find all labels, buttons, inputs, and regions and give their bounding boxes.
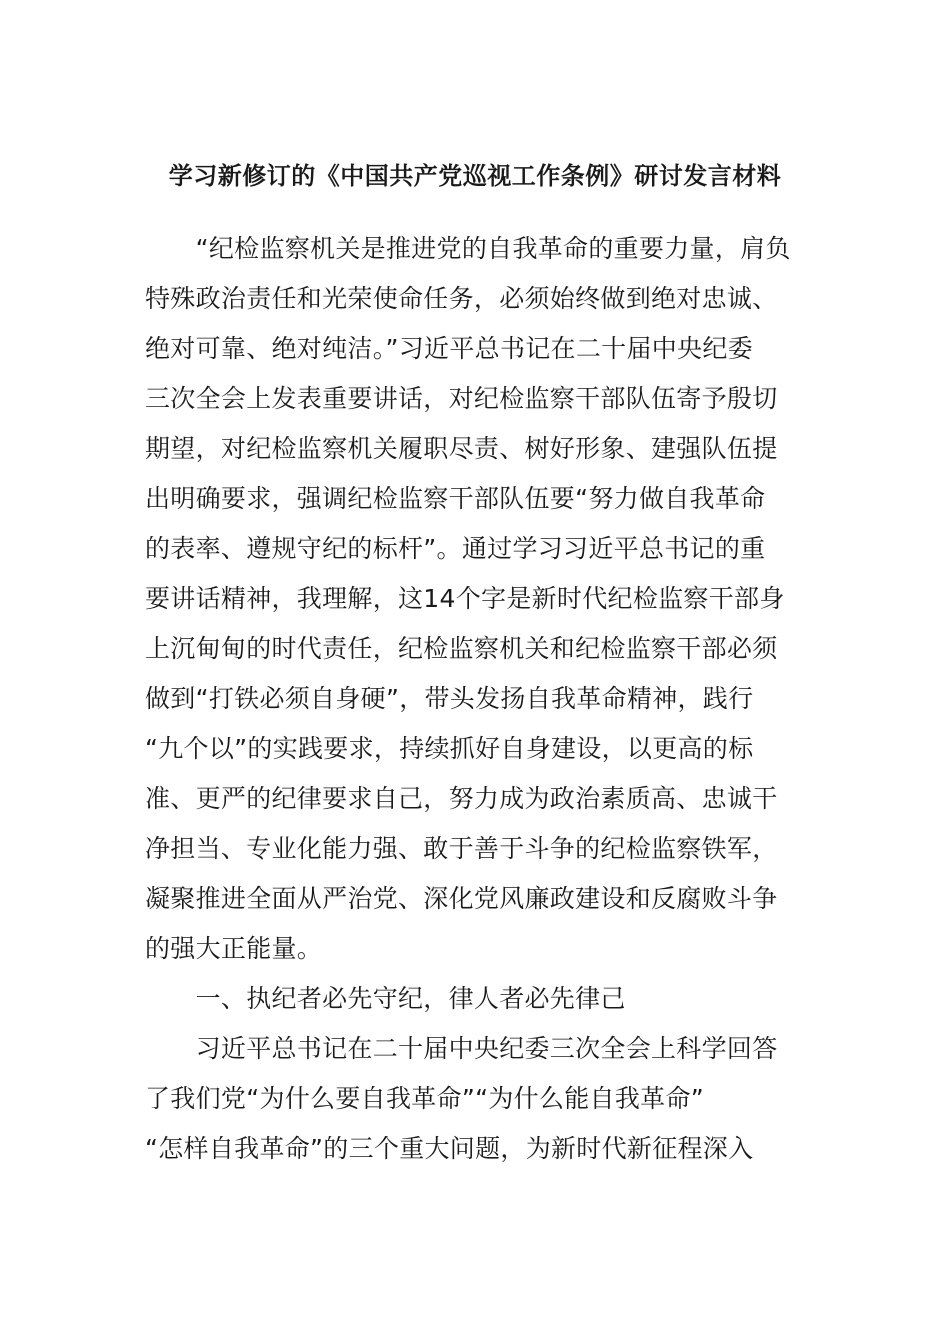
section-heading: 一、执纪者必先守纪，律人者必先律己 — [145, 984, 626, 1013]
paragraph-line: 做到“打铁必须自身硬”，带头发扬自我革命精神，践行 — [145, 684, 754, 713]
paragraph-line: 准、更严的纪律要求自己，努力成为政治素质高、忠诚干 — [145, 784, 778, 813]
paragraph-line: 净担当、专业化能力强、敢于善于斗争的纪检监察铁军， — [145, 834, 778, 863]
paragraph-line: 三次全会上发表重要讲话，对纪检监察干部队伍寄予殷切 — [145, 384, 778, 413]
paragraph-line: 凝聚推进全面从严治党、深化党风廉政建设和反腐败斗争 — [145, 884, 778, 913]
paragraph-line: 特殊政治责任和光荣使命任务，必须始终做到绝对忠诚、 — [145, 284, 778, 313]
paragraph-line: “怎样自我革命”的三个重大问题，为新时代新征程深入 — [145, 1134, 754, 1163]
paragraph-line: 的表率、遵规守纪的标杆”。通过学习习近平总书记的重 — [145, 534, 766, 563]
document-title: 学习新修订的《中国共产党巡视工作条例》研讨发言材料 — [168, 162, 782, 190]
paragraph-line: 期望，对纪检监察机关履职尽责、树好形象、建强队伍提 — [145, 434, 778, 463]
paragraph-line: “纪检监察机关是推进党的自我革命的重要力量，肩负 — [145, 234, 791, 263]
paragraph-line: 绝对可靠、绝对纯洁。”习近平总书记在二十届中央纪委 — [145, 334, 753, 363]
paragraph-line: 的强大正能量。 — [145, 934, 323, 963]
paragraph-line: 了我们党“为什么要自我革命”“为什么能自我革命” — [145, 1084, 705, 1113]
paragraph-line: 要讲话精神，我理解，这14个字是新时代纪检监察干部身 — [145, 584, 785, 613]
paragraph-line: 习近平总书记在二十届中央纪委三次全会上科学回答 — [145, 1034, 778, 1063]
paragraph-line: 出明确要求，强调纪检监察干部队伍要“努力做自我革命 — [145, 484, 766, 513]
paragraph-line: “九个以”的实践要求，持续抓好自身建设，以更高的标 — [145, 734, 754, 763]
paragraph-line: 上沉甸甸的时代责任，纪检监察机关和纪检监察干部必须 — [145, 634, 778, 663]
